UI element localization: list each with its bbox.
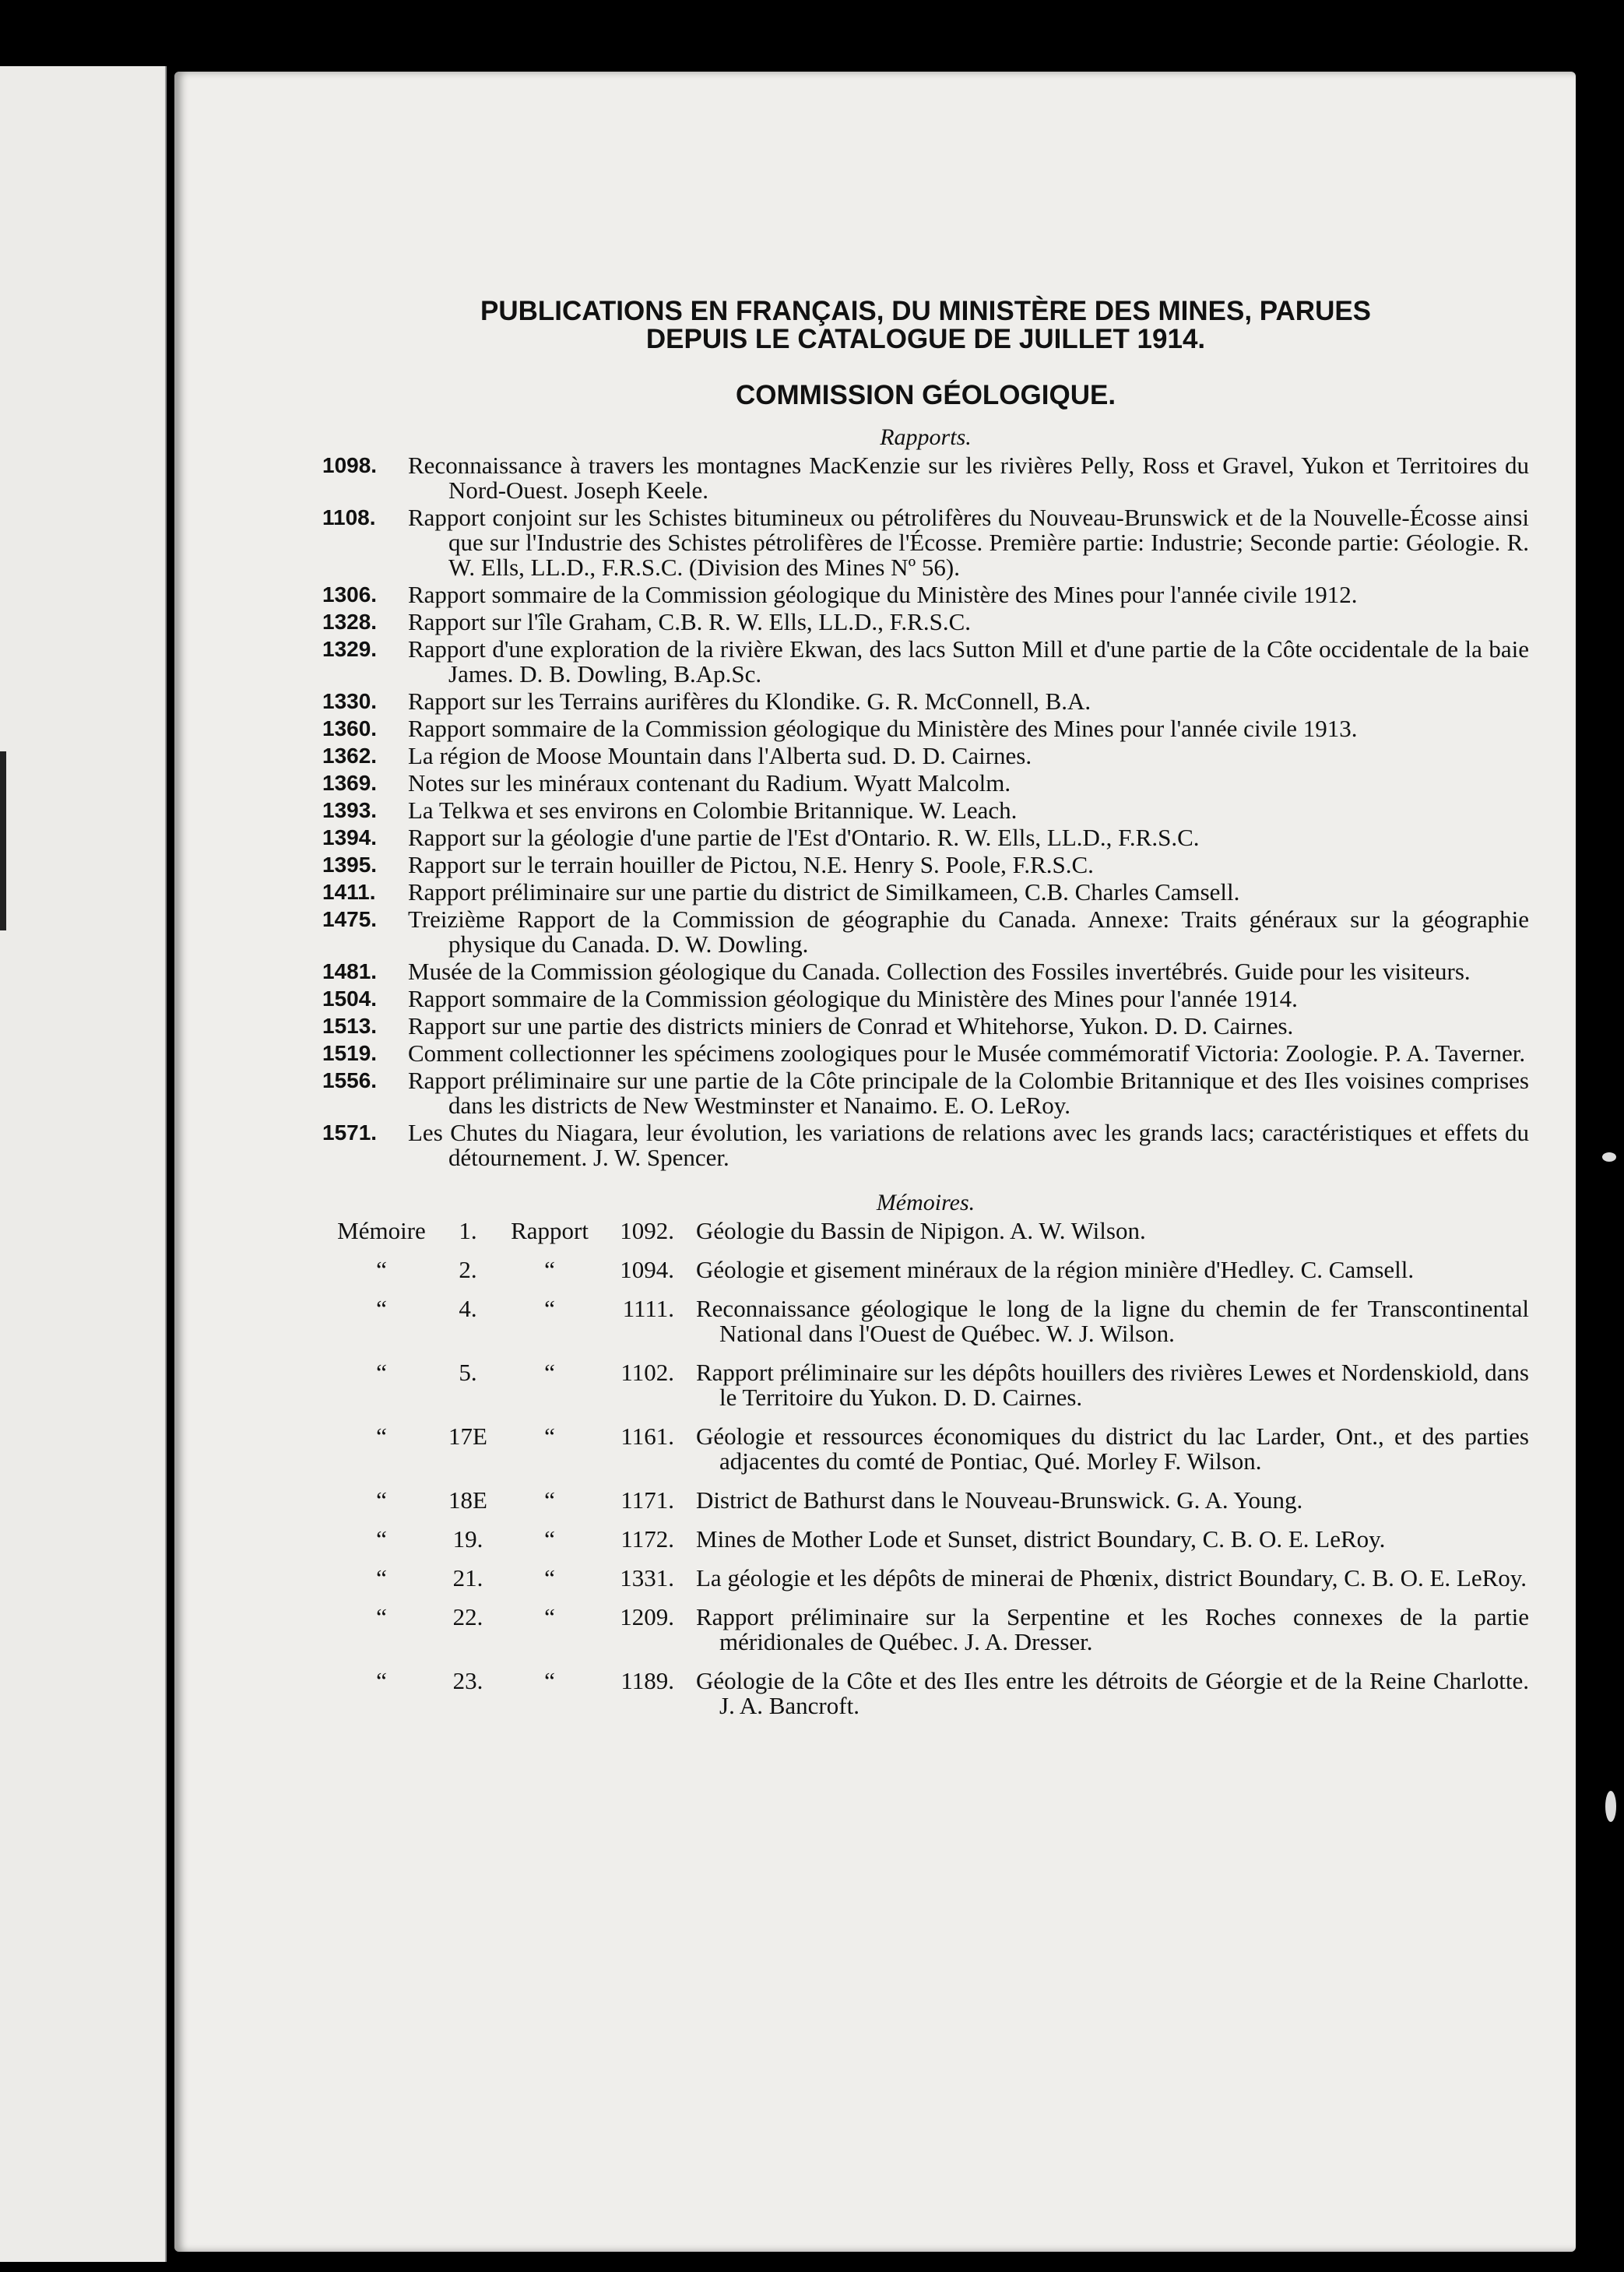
- memoire-entry: [322, 1424, 1529, 1474]
- memoire-text: La géologie et les dépôts de minerai de Phœnix, district Boundary, C. B. O. E. LeRoy.: [696, 1564, 1527, 1591]
- memoire-c1: “: [376, 1667, 387, 1694]
- memoire-c1: Mémoire: [337, 1217, 426, 1244]
- report-number: 1475.: [322, 907, 378, 931]
- report-number: 1411.: [322, 880, 376, 904]
- memoire-c2: 4.: [459, 1295, 477, 1322]
- memoire-c2: 23.: [452, 1667, 483, 1694]
- memoire-entry: [322, 1360, 1529, 1410]
- report-number: 1395.: [322, 853, 378, 877]
- memoire-c3: “: [544, 1603, 555, 1630]
- memoire-text: Géologie de la Côte et des Iles entre les détroits de Géorgie et de la Reine Charlotte. J. A. Bancroft.: [696, 1667, 1529, 1719]
- report-number: 1504.: [322, 987, 378, 1011]
- memoire-c1: “: [376, 1603, 387, 1630]
- report-text: Rapport préliminaire sur une partie du district de Similkameen, C.B. Charles Camsell.: [408, 878, 1240, 906]
- report-number: 1481.: [322, 959, 378, 983]
- memoire-c2: 18E: [448, 1486, 487, 1514]
- memoire-c4: 1209.: [620, 1603, 674, 1630]
- report-text: Comment collectionner les spécimens zoologiques pour le Musée commémoratif Victoria: Zoologie. P. A. Taverner.: [408, 1039, 1526, 1067]
- report-entry: [322, 1068, 1529, 1118]
- report-entry: [322, 744, 1529, 768]
- report-entry: [322, 771, 1529, 796]
- memoire-entry: [322, 1257, 1529, 1282]
- report-number: 1330.: [322, 689, 378, 713]
- report-entry: [322, 987, 1529, 1011]
- rapports-heading: Rapports.: [880, 424, 972, 450]
- memoire-c4: 1189.: [620, 1667, 674, 1694]
- memoire-c2: 1.: [459, 1217, 477, 1244]
- memoire-text: Géologie et ressources économiques du district du lac Larder, Ont., et des parties adjacentes du comté de Pontiac, Qué. Morley F. Wilson.: [696, 1423, 1529, 1475]
- memoire-text: Mines de Mother Lode et Sunset, district Boundary, C. B. O. E. LeRoy.: [696, 1525, 1386, 1553]
- memoire-c1: “: [376, 1256, 387, 1283]
- left-page-edge: [0, 66, 167, 2262]
- memoire-text: Reconnaissance géologique le long de la ligne du chemin de fer Transcontinental National dans l'Ouest de Québec. W. J. Wilson.: [696, 1295, 1529, 1347]
- report-text: Notes sur les minéraux contenant du Radium. Wyatt Malcolm.: [408, 769, 1011, 797]
- report-text: Rapport préliminaire sur une partie de la Côte principale de la Colombie Britannique et des Iles voisines comprises dans les districts de New Westminster et Nanaimo. E. O. LeRoy.: [408, 1067, 1529, 1119]
- memoire-c1: “: [376, 1486, 387, 1514]
- report-number: 1513.: [322, 1014, 378, 1038]
- memoire-c4: 1171.: [620, 1486, 674, 1514]
- memoire-c4: 1092.: [620, 1217, 674, 1244]
- memoire-c3: “: [544, 1423, 555, 1450]
- report-text: Rapport d'une exploration de la rivière Ekwan, des lacs Sutton Mill et d'une partie de la Côte occidentale de la baie James. D. B. Dowling, B.Ap.Sc.: [408, 635, 1529, 688]
- report-number: 1362.: [322, 744, 378, 768]
- report-entry: [322, 853, 1529, 877]
- memoire-c4: 1331.: [620, 1564, 674, 1591]
- report-text: Rapport sommaire de la Commission géologique du Ministère des Mines pour l'année civile 1912.: [408, 581, 1358, 608]
- report-text: Rapport sur la géologie d'une partie de l'Est d'Ontario. R. W. Ells, LL.D., F.R.S.C.: [408, 824, 1200, 851]
- memoire-entry: [322, 1219, 1529, 1243]
- report-text: Rapport sur le terrain houiller de Pictou, N.E. Henry S. Poole, F.R.S.C.: [408, 851, 1094, 878]
- report-number: 1571.: [322, 1120, 378, 1145]
- memoire-text: Rapport préliminaire sur les dépôts houillers des rivières Lewes et Nordenskiold, dans le Territoire du Yukon. D. D. Cairnes.: [696, 1359, 1529, 1411]
- report-number: 1098.: [322, 453, 378, 477]
- memoire-c4: 1172.: [620, 1525, 674, 1553]
- memoire-entry: [322, 1566, 1529, 1591]
- document-page: [174, 72, 1576, 2252]
- report-text: Rapport sur l'île Graham, C.B. R. W. Ells, LL.D., F.R.S.C.: [408, 608, 972, 635]
- memoire-entry: [322, 1488, 1529, 1513]
- page-subtitle: DEPUIS LE CATALOGUE DE JUILLET 1914.: [645, 324, 1206, 354]
- memoire-c2: 5.: [459, 1359, 477, 1386]
- memoire-c3: Rapport: [511, 1217, 589, 1244]
- report-text: Rapport sur une partie des districts miniers de Conrad et Whitehorse, Yukon. D. D. Cairnes.: [408, 1012, 1294, 1039]
- memoire-c3: “: [544, 1486, 555, 1514]
- report-text: Rapport sommaire de la Commission géologique du Ministère des Mines pour l'année civile 1913.: [408, 715, 1358, 742]
- memoire-c2: 2.: [459, 1256, 477, 1283]
- memoire-text: Rapport préliminaire sur la Serpentine et les Roches connexes de la partie méridionales de Québec. J. A. Dresser.: [696, 1603, 1529, 1655]
- report-entry: [322, 1041, 1529, 1066]
- report-text: La région de Moose Mountain dans l'Alberta sud. D. D. Cairnes.: [408, 742, 1032, 769]
- report-number: 1393.: [322, 798, 378, 822]
- report-number: 1108.: [322, 505, 376, 529]
- memoire-c4: 1161.: [620, 1423, 674, 1450]
- memoire-c2: 19.: [452, 1525, 483, 1553]
- report-entry: [322, 453, 1529, 503]
- report-text: Rapport conjoint sur les Schistes bitumineux ou pétrolifères du Nouveau-Brunswick et de la Nouvelle-Écosse ainsi que sur l'Industrie des Schistes pétrolifères de l'Écosse. Première partie: Industrie; Seconde partie: Géologie. R. W. Ells, LL.D., F.R.S.C. (Division des Mines Nº 56).: [408, 504, 1529, 581]
- scan-speck: [1605, 1791, 1616, 1822]
- memoire-c1: “: [376, 1564, 387, 1591]
- report-number: 1556.: [322, 1068, 378, 1092]
- memoire-c4: 1102.: [620, 1359, 674, 1386]
- report-entry: [322, 1014, 1529, 1039]
- memoire-c1: “: [376, 1525, 387, 1553]
- memoire-c2: 17E: [448, 1423, 487, 1450]
- report-number: 1306.: [322, 582, 378, 607]
- memoire-entry: [322, 1527, 1529, 1552]
- report-number: 1519.: [322, 1041, 378, 1065]
- memoire-entry: [322, 1605, 1529, 1655]
- report-number: 1369.: [322, 771, 378, 795]
- report-text: Reconnaissance à travers les montagnes MacKenzie sur les rivières Pelly, Ross et Gravel, Yukon et Territoires du Nord-Ouest. Joseph Keele.: [408, 452, 1529, 504]
- report-text: Rapport sommaire de la Commission géologique du Ministère des Mines pour l'année 1914.: [408, 985, 1298, 1012]
- memoire-c1: “: [376, 1359, 387, 1386]
- report-entry: [322, 637, 1529, 687]
- memoire-text: District de Bathurst dans le Nouveau-Brunswick. G. A. Young.: [696, 1486, 1303, 1514]
- report-entry: [322, 1120, 1529, 1170]
- memoire-c3: “: [544, 1564, 555, 1591]
- memoire-c3: “: [544, 1295, 555, 1322]
- section-title-commission: COMMISSION GÉOLOGIQUE.: [735, 380, 1116, 410]
- report-number: 1360.: [322, 716, 378, 740]
- memoire-c4: 1111.: [622, 1295, 674, 1322]
- memoire-c2: 22.: [452, 1603, 483, 1630]
- report-number: 1329.: [322, 637, 378, 661]
- memoires-heading: Mémoires.: [876, 1190, 975, 1215]
- memoire-c3: “: [544, 1525, 555, 1553]
- report-entry: [322, 880, 1529, 905]
- report-text: Treizième Rapport de la Commission de géographie du Canada. Annexe: Traits généraux sur la géographie physique du Canada. D. W. Dowling.: [408, 906, 1529, 958]
- report-number: 1394.: [322, 825, 378, 849]
- memoire-list: [322, 1219, 1529, 1718]
- report-text: Rapport sur les Terrains aurifères du Klondike. G. R. McConnell, B.A.: [408, 688, 1091, 715]
- memoire-entry: [322, 1296, 1529, 1346]
- memoire-text: Géologie du Bassin de Nipigon. A. W. Wilson.: [696, 1217, 1146, 1244]
- report-entry: [322, 907, 1529, 957]
- report-list: [322, 453, 1529, 1170]
- spine-mark: [0, 751, 6, 930]
- memoire-text: Géologie et gisement minéraux de la région minière d'Hedley. C. Camsell.: [696, 1256, 1415, 1283]
- report-entry: [322, 689, 1529, 714]
- memoire-c1: “: [376, 1423, 387, 1450]
- report-text: Musée de la Commission géologique du Canada. Collection des Fossiles invertébrés. Guide pour les visiteurs.: [408, 958, 1471, 985]
- page-content: [322, 297, 1529, 1732]
- memoire-c1: “: [376, 1295, 387, 1322]
- memoire-c4: 1094.: [620, 1256, 674, 1283]
- memoire-c3: “: [544, 1667, 555, 1694]
- scan-speck: [1602, 1152, 1616, 1162]
- report-entry: [322, 582, 1529, 607]
- report-entry: [322, 959, 1529, 984]
- report-entry: [322, 505, 1529, 580]
- memoire-c2: 21.: [452, 1564, 483, 1591]
- memoire-entry: [322, 1669, 1529, 1718]
- report-text: Les Chutes du Niagara, leur évolution, les variations de relations avec les grands lacs; caractéristiques et effets du détournement. J. W. Spencer.: [408, 1119, 1529, 1171]
- page-title: PUBLICATIONS EN FRANÇAIS, DU MINISTÈRE DES MINES, PARUES: [480, 296, 1372, 326]
- report-number: 1328.: [322, 610, 378, 634]
- memoire-c3: “: [544, 1256, 555, 1283]
- report-text: La Telkwa et ses environs en Colombie Britannique. W. Leach.: [408, 797, 1018, 824]
- report-entry: [322, 716, 1529, 741]
- report-entry: [322, 825, 1529, 850]
- memoire-c3: “: [544, 1359, 555, 1386]
- report-entry: [322, 798, 1529, 823]
- report-entry: [322, 610, 1529, 635]
